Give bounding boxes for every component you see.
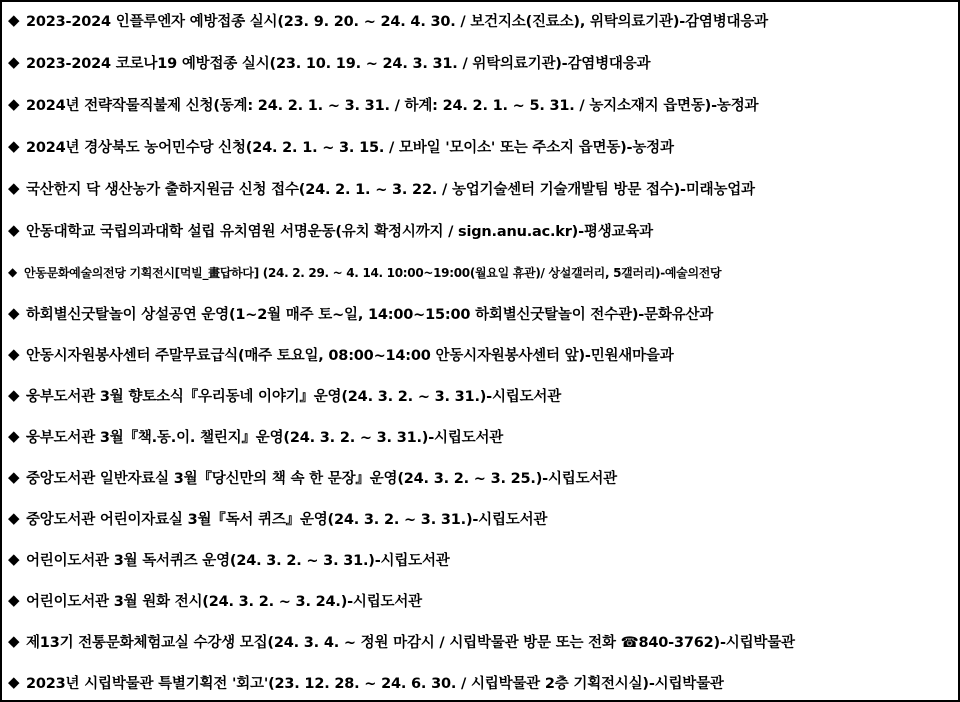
notice-text: 중앙도서관 어린이자료실 3월『독서 퀴즈』운영(24. 3. 2. ~ 3. 31.)-시립도서관 <box>26 511 548 528</box>
notice-item[interactable] <box>8 260 954 284</box>
notice-text: 하회별신굿탈놀이 상설공연 운영(1~2월 매주 토~일, 14:00~15:00 하회별신굿탈놀이 전수관)-문화유산과 <box>26 306 714 323</box>
notice-item[interactable] <box>8 301 954 325</box>
notice-text: 2024년 경상북도 농어민수당 신청(24. 2. 1. ~ 3. 15. / 모바일 '모이소' 또는 주소지 읍면동)-농정과 <box>26 139 674 156</box>
diamond-bullet-icon: ◆ <box>8 467 20 486</box>
notice-text: 웅부도서관 3월『책.동.이. 챌린지』운영(24. 3. 2. ~ 3. 31.)-시립도서관 <box>26 429 504 446</box>
notice-item[interactable] <box>8 383 954 407</box>
notice-item[interactable] <box>8 176 954 200</box>
notice-item[interactable] <box>8 670 954 694</box>
notice-text: 중앙도서관 일반자료실 3월『당신만의 책 속 한 문장』운영(24. 3. 2. ~ 3. 25.)-시립도서관 <box>26 470 617 487</box>
notice-text: 어린이도서관 3월 원화 전시(24. 3. 2. ~ 3. 24.)-시립도서관 <box>26 593 422 610</box>
diamond-bullet-icon: ◆ <box>8 590 20 609</box>
notice-text: 2023-2024 인플루엔자 예방접종 실시(23. 9. 20. ~ 24. 4. 30. / 보건지소(진료소), 위탁의료기관)-감염병대응과 <box>26 13 768 30</box>
notice-item[interactable] <box>8 629 954 653</box>
notice-item[interactable] <box>8 218 954 242</box>
notice-text: 웅부도서관 3월 향토소식『우리동네 이야기』운영(24. 3. 2. ~ 3. 31.)-시립도서관 <box>26 388 562 405</box>
notice-item[interactable] <box>8 134 954 158</box>
diamond-bullet-icon: ◆ <box>8 265 17 279</box>
notice-text: 어린이도서관 3월 독서퀴즈 운영(24. 3. 2. ~ 3. 31.)-시립도서관 <box>26 552 450 569</box>
diamond-bullet-icon: ◆ <box>8 10 20 29</box>
notice-text: 2023년 시립박물관 특별기획전 '회고'(23. 12. 28. ~ 24. 6. 30. / 시립박물관 2층 기획전시실)-시립박물관 <box>26 675 724 692</box>
notice-item[interactable] <box>8 588 954 612</box>
notice-text: 국산한지 닥 생산농가 출하지원금 신청 접수(24. 2. 1. ~ 3. 22. / 농업기술센터 기술개발팀 방문 접수)-미래농업과 <box>26 181 755 198</box>
notice-text: 2024년 전략작물직불제 신청(동계: 24. 2. 1. ~ 3. 31. / 하계: 24. 2. 1. ~ 5. 31. / 농지소재지 읍면동)-농정과 <box>26 97 759 114</box>
notice-text: 2023-2024 코로나19 예방접종 실시(23. 10. 19. ~ 24. 3. 31. / 위탁의료기관)-감염병대응과 <box>26 55 651 72</box>
diamond-bullet-icon: ◆ <box>8 94 20 113</box>
notice-item[interactable] <box>8 465 954 489</box>
notice-item[interactable] <box>8 342 954 366</box>
notice-item[interactable] <box>8 547 954 571</box>
diamond-bullet-icon: ◆ <box>8 549 20 568</box>
diamond-bullet-icon: ◆ <box>8 508 20 527</box>
notice-item[interactable] <box>8 92 954 116</box>
diamond-bullet-icon: ◆ <box>8 631 20 650</box>
diamond-bullet-icon: ◆ <box>8 136 20 155</box>
notice-item[interactable] <box>8 50 954 74</box>
notice-text: 제13기 전통문화체험교실 수강생 모집(24. 3. 4. ~ 정원 마감시 / 시립박물관 방문 또는 전화 ☎840-3762)-시립박물관 <box>26 634 795 651</box>
notice-item[interactable] <box>8 8 954 32</box>
diamond-bullet-icon: ◆ <box>8 52 20 71</box>
notice-text: 안동시자원봉사센터 주말무료급식(매주 토요일, 08:00~14:00 안동시자원봉사센터 앞)-민원새마을과 <box>26 347 674 364</box>
diamond-bullet-icon: ◆ <box>8 344 20 363</box>
notice-item[interactable] <box>8 424 954 448</box>
notice-item[interactable] <box>8 506 954 530</box>
notice-text: 안동대학교 국립의과대학 설립 유치염원 서명운동(유치 확정시까지 / sign.anu.ac.kr)-평생교육과 <box>26 223 653 240</box>
diamond-bullet-icon: ◆ <box>8 672 20 691</box>
diamond-bullet-icon: ◆ <box>8 385 20 404</box>
diamond-bullet-icon: ◆ <box>8 303 20 322</box>
diamond-bullet-icon: ◆ <box>8 220 20 239</box>
diamond-bullet-icon: ◆ <box>8 426 20 445</box>
notice-text: 안동문화예술의전당 기획전시[먹빌_畫답하다] (24. 2. 29. ~ 4. 14. 10:00~19:00(월요일 휴관)/ 상설갤러리, 5갤러리)-예술의전당 <box>24 265 722 280</box>
diamond-bullet-icon: ◆ <box>8 178 20 197</box>
